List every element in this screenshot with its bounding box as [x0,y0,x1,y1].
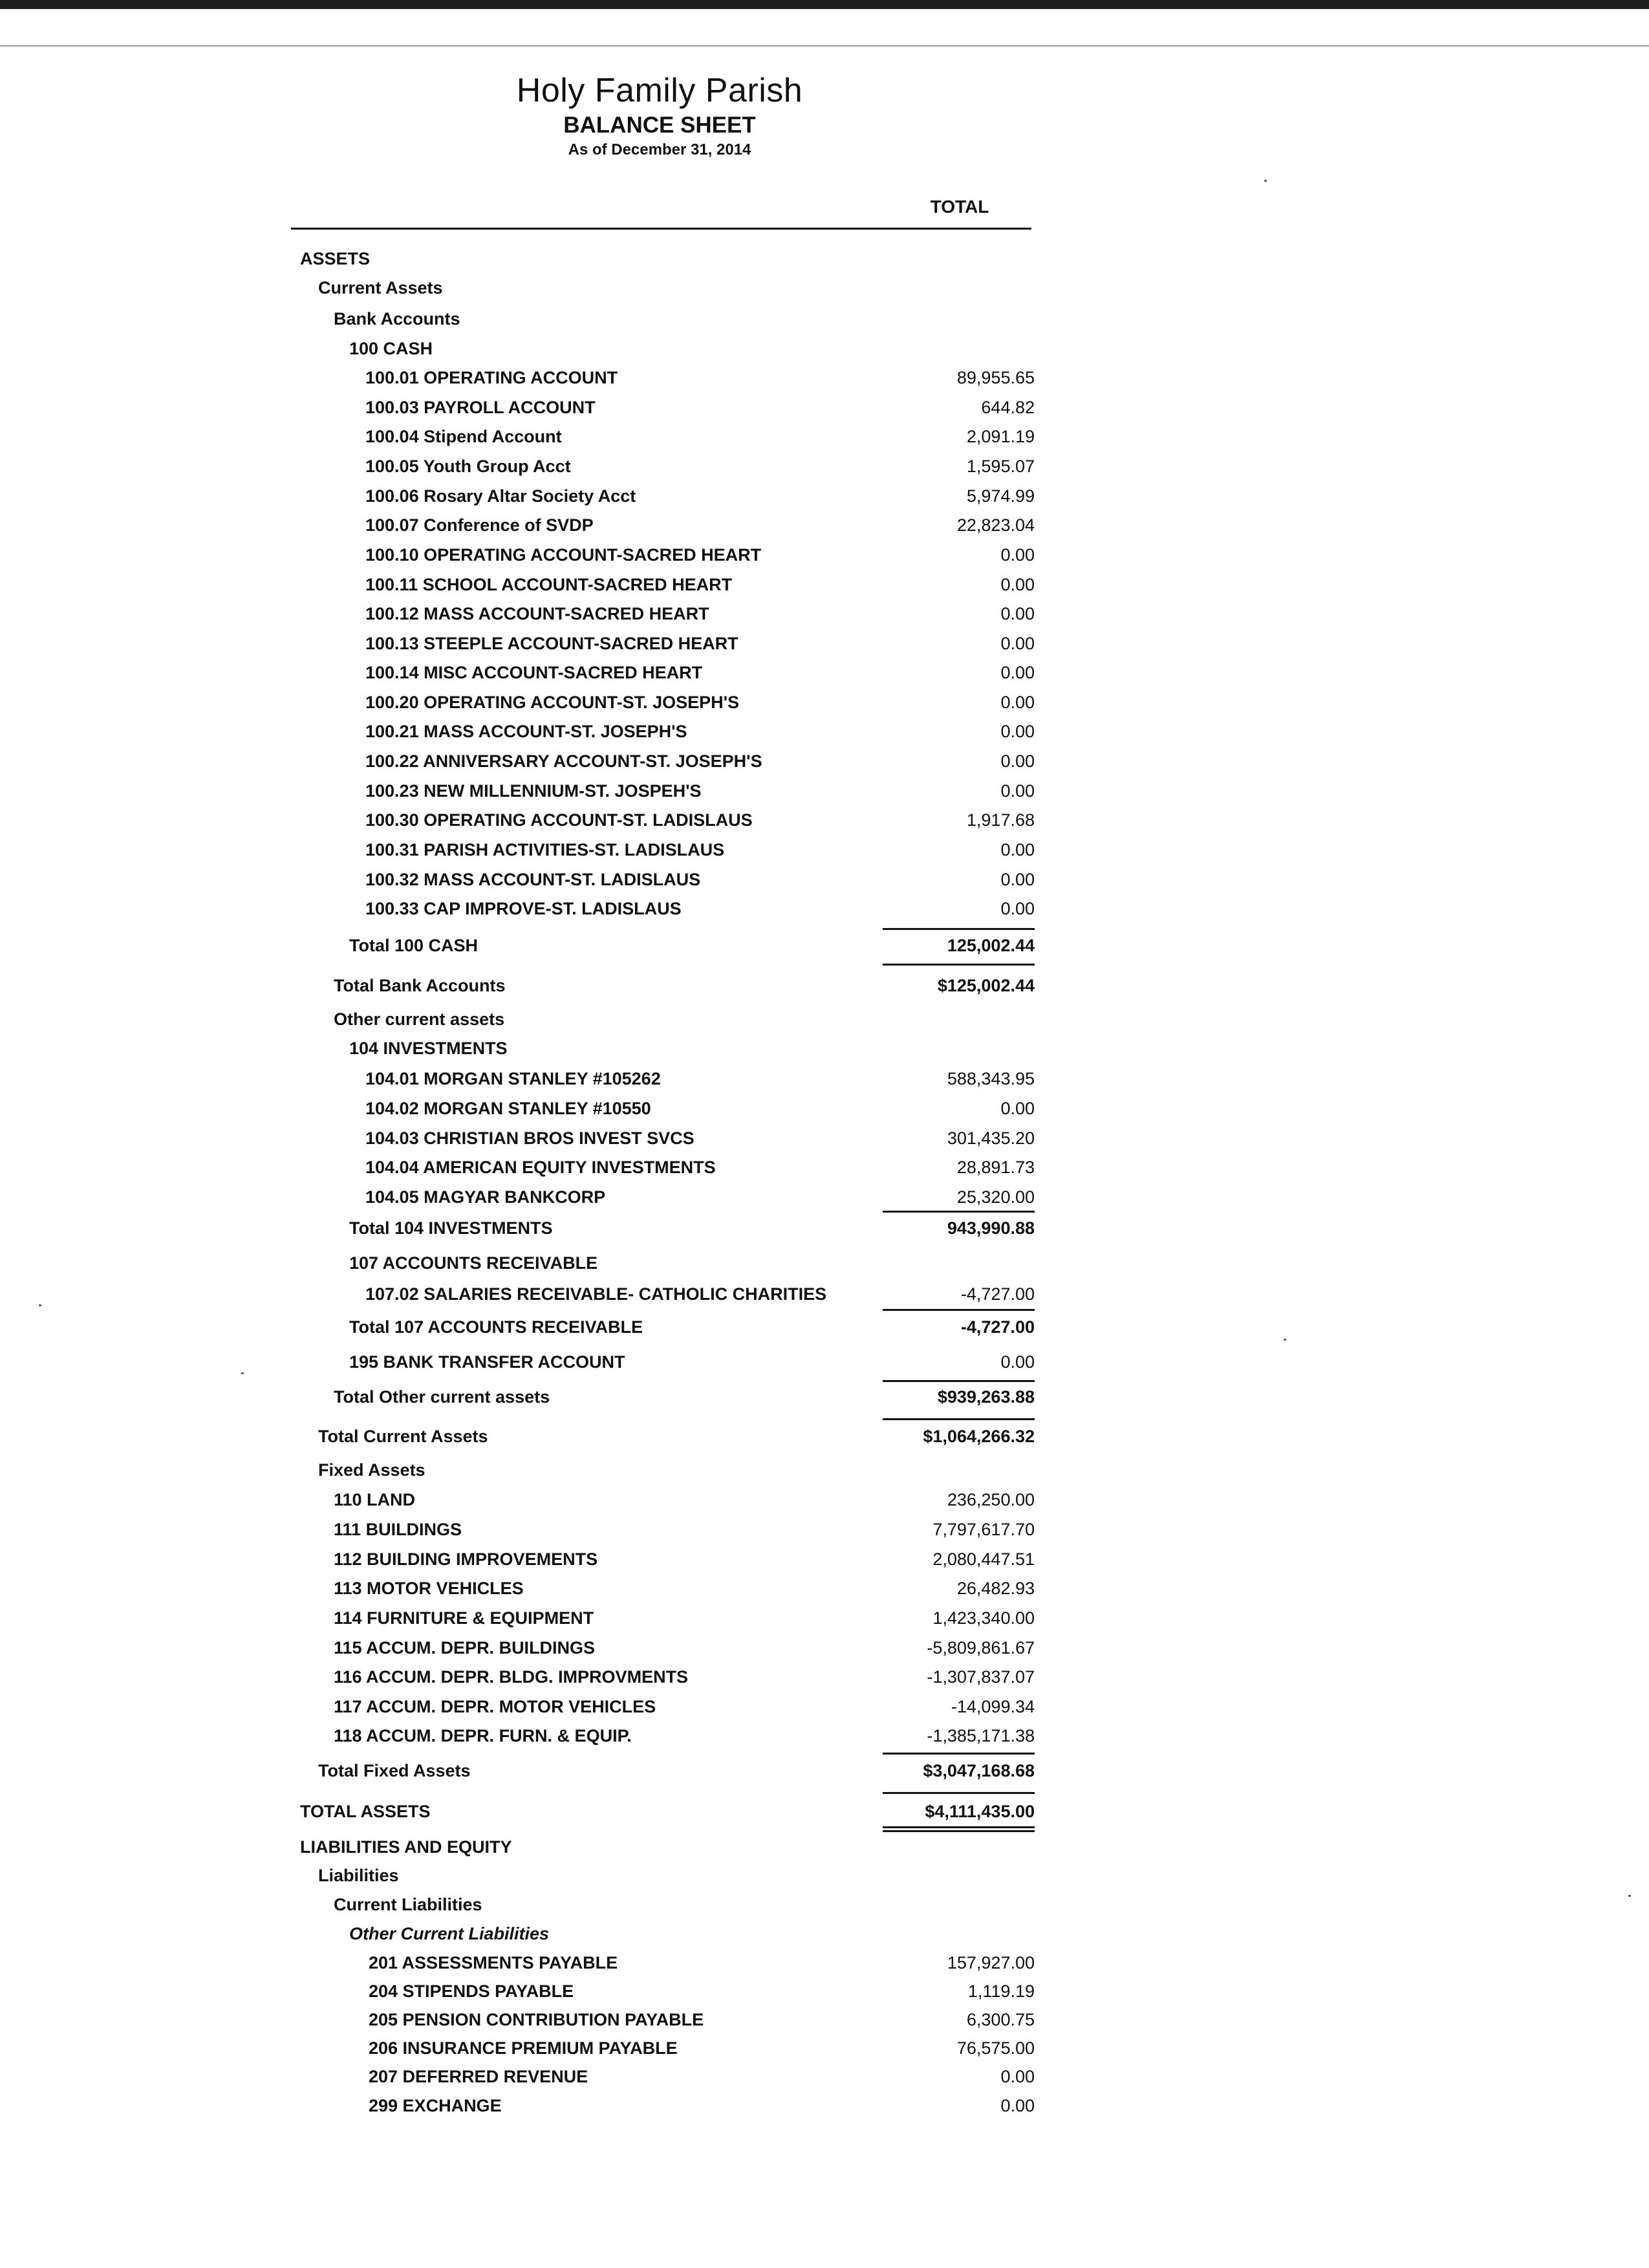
account-row [299,1546,1035,1572]
subtotal-rule [883,1418,1035,1420]
subtotal-rule [883,1753,1035,1755]
row-label: ASSETS [300,249,371,268]
account-row [299,2093,1035,2119]
row-amount: 0.00 [1000,1352,1035,1372]
row-label: 100.21 MASS ACCOUNT-ST. JOSEPH'S [365,722,687,741]
row-amount: 0.00 [1000,751,1035,771]
scan-top-edge [0,0,1649,9]
subtotal-rule [883,1380,1035,1382]
row-amount: 0.00 [1000,870,1035,889]
row-amount: -4,727.00 [960,1284,1035,1304]
section-heading [299,1834,1035,1860]
double-underline-rule [883,1826,1035,1828]
row-amount: 0.00 [1000,604,1035,623]
row-amount: 0.00 [1000,2096,1035,2115]
row-label: 104.05 MAGYAR BANKCORP [365,1187,606,1207]
row-amount: 236,250.00 [947,1490,1035,1509]
row-label: 201 ASSESSMENTS PAYABLE [369,1953,618,1972]
group-heading [299,1863,1035,1888]
report-date: As of December 31, 2014 [568,141,751,158]
row-label: Total Bank Accounts [334,976,506,995]
row-amount: 5,974.99 [966,486,1035,506]
row-amount: $1,064,266.32 [923,1427,1035,1446]
account-row [299,1978,1035,2004]
account-row [299,542,1035,568]
row-amount: 1,917.68 [966,810,1035,830]
row-label: 111 BUILDINGS [334,1520,462,1539]
account-row [299,896,1035,922]
subtotal-rule [883,964,1035,966]
row-label: 100.10 OPERATING ACCOUNT-SACRED HEART [365,545,762,565]
account-row [299,1605,1035,1631]
account-row [299,1517,1035,1542]
subtotal-rule [883,1309,1035,1311]
row-label: 100.23 NEW MILLENNIUM-ST. JOSPEH'S [365,781,702,801]
group-heading [299,1892,1035,1917]
account-row [299,424,1035,449]
row-label: 100.22 ANNIVERSARY ACCOUNT-ST. JOSEPH'S [365,751,762,771]
row-label: 100.05 Youth Group Acct [365,457,571,476]
row-label: 100.06 Rosary Altar Society Acct [365,486,636,506]
row-label: Total 104 INVESTMENTS [349,1218,553,1238]
row-amount: 2,091.19 [966,427,1035,446]
row-amount: $125,002.44 [937,976,1035,995]
account-row [299,1694,1035,1720]
subtotal-row [299,1423,1035,1449]
row-amount: 28,891.73 [956,1158,1035,1177]
subtotal-row [299,933,1035,958]
account-row [299,1950,1035,1976]
account-row [299,778,1035,804]
account-row [299,631,1035,656]
row-label: 100.20 OPERATING ACCOUNT-ST. JOSEPH'S [365,693,740,712]
row-amount: 0.00 [1000,2067,1035,2086]
total-column-header: TOTAL [930,197,989,217]
subtotal-row [299,1215,1035,1241]
account-row [299,748,1035,774]
row-label: 100.13 STEEPLE ACCOUNT-SACRED HEART [365,634,738,653]
account-row [299,1184,1035,1210]
row-amount: 2,080,447.51 [932,1550,1035,1569]
account-row [299,394,1035,420]
row-label: 100.12 MASS ACCOUNT-SACRED HEART [365,604,709,623]
row-amount: 644.82 [981,398,1035,417]
row-label: 100.32 MASS ACCOUNT-ST. LADISLAUS [365,870,701,889]
row-label: 100.30 OPERATING ACCOUNT-ST. LADISLAUS [365,810,753,830]
row-label: Liabilities [318,1866,399,1885]
account-row [299,1281,1035,1307]
row-amount: $4,111,435.00 [925,1802,1035,1821]
subtotal-rule [883,1792,1035,1794]
row-label: 110 LAND [334,1490,416,1509]
row-label: 100.11 SCHOOL ACCOUNT-SACRED HEART [365,575,733,594]
row-label: 206 INSURANCE PREMIUM PAYABLE [369,2038,678,2058]
row-amount: 0.00 [1000,663,1035,682]
row-amount: 1,595.07 [966,457,1035,476]
subtotal-rule [883,928,1035,930]
account-heading [299,1035,1035,1061]
scan-speck [39,1304,41,1306]
row-label: 100.03 PAYROLL ACCOUNT [365,398,596,417]
row-amount: $939,263.88 [937,1387,1035,1407]
row-label: Other current assets [334,1010,505,1029]
account-row [299,453,1035,479]
row-label: TOTAL ASSETS [300,1802,431,1821]
row-amount: 943,990.88 [947,1218,1035,1238]
account-row [299,807,1035,833]
account-row [299,2064,1035,2090]
row-label: Bank Accounts [334,309,460,329]
row-amount: 22,823.04 [956,515,1035,535]
row-label: 118 ACCUM. DEPR. FURN. & EQUIP. [334,1726,632,1745]
row-label: Total Fixed Assets [318,1761,471,1780]
row-label: 115 ACCUM. DEPR. BUILDINGS [334,1638,596,1658]
row-amount: 7,797,617.70 [932,1520,1035,1539]
row-amount: 89,955.65 [956,368,1035,387]
account-heading [299,1349,1035,1375]
row-amount: 25,320.00 [956,1187,1035,1207]
row-label: 113 MOTOR VEHICLES [334,1579,524,1598]
row-amount: 0.00 [1000,840,1035,859]
account-row [299,718,1035,744]
row-label: Total Current Assets [318,1427,488,1446]
row-label: 100.04 Stipend Account [365,427,562,446]
scan-page-edge [0,45,1649,47]
row-label: Current Liabilities [334,1895,482,1914]
row-label: Other Current Liabilities [349,1924,550,1943]
row-amount: 0.00 [1000,899,1035,918]
account-row [299,365,1035,391]
row-label: 205 PENSION CONTRIBUTION PAYABLE [369,2010,704,2029]
row-label: Total Other current assets [334,1387,550,1407]
row-label: 100.33 CAP IMPROVE-ST. LADISLAUS [365,899,682,918]
account-row [299,1066,1035,1092]
row-amount: 157,927.00 [947,1953,1035,1972]
row-amount: 0.00 [1000,693,1035,712]
row-amount: 76,575.00 [956,2038,1035,2058]
row-amount: 0.00 [1000,545,1035,565]
row-label: Fixed Assets [318,1460,426,1480]
account-row [299,483,1035,509]
account-row [299,1096,1035,1121]
account-row [299,2035,1035,2061]
row-amount: 301,435.20 [947,1129,1035,1148]
group-heading [299,1457,1035,1483]
scan-speck [241,1372,244,1374]
subtotal-row [299,1758,1035,1784]
account-row [299,1487,1035,1513]
double-underline-rule [883,1830,1035,1832]
row-amount: 0.00 [1000,781,1035,801]
row-amount: 1,119.19 [967,1982,1035,2001]
account-row [299,689,1035,715]
account-row [299,1635,1035,1661]
row-label: 116 ACCUM. DEPR. BLDG. IMPROVMENTS [334,1667,689,1687]
row-label: 204 STIPENDS PAYABLE [369,1982,574,2001]
row-amount: -4,727.00 [960,1317,1035,1337]
account-row [299,601,1035,627]
row-amount: 0.00 [1000,1099,1035,1118]
account-heading [299,336,1035,362]
scan-speck [1264,180,1267,182]
row-label: Total 107 ACCOUNTS RECEIVABLE [349,1317,643,1337]
row-label: 100.14 MISC ACCOUNT-SACRED HEART [365,663,703,682]
account-row [299,1125,1035,1151]
row-amount: 26,482.93 [956,1579,1035,1598]
group-heading [299,1921,1035,1947]
row-label: 207 DEFERRED REVENUE [369,2067,588,2086]
account-row [299,660,1035,686]
row-label: 299 EXCHANGE [369,2096,502,2115]
subtotal-row [299,1384,1035,1410]
account-row [299,2007,1035,2033]
row-label: 100.01 OPERATING ACCOUNT [365,368,618,387]
report-header [291,70,1028,160]
account-row [299,1723,1035,1749]
row-amount: -1,307,837.07 [927,1667,1035,1687]
row-label: 100.07 Conference of SVDP [365,515,594,535]
row-amount: 588,343.95 [947,1069,1035,1088]
row-amount: 125,002.44 [947,936,1035,955]
row-amount: -1,385,171.38 [927,1726,1035,1745]
row-label: 112 BUILDING IMPROVEMENTS [334,1550,598,1569]
account-row [299,1154,1035,1180]
row-amount: $3,047,168.68 [923,1761,1035,1780]
scan-speck [1628,1895,1631,1897]
row-label: 117 ACCUM. DEPR. MOTOR VEHICLES [334,1697,656,1716]
report-title: BALANCE SHEET [563,113,756,138]
row-amount: -14,099.34 [951,1697,1035,1716]
subtotal-rule [883,1211,1035,1213]
row-amount: 6,300.75 [966,2010,1035,2029]
row-label: 104.02 MORGAN STANLEY #10550 [365,1099,651,1118]
row-label: Total 100 CASH [349,936,479,955]
subtotal-row [299,973,1035,999]
row-label: 100.31 PARISH ACTIVITIES-ST. LADISLAUS [365,840,725,859]
organization-name: Holy Family Parish [516,72,803,109]
row-label: 195 BANK TRANSFER ACCOUNT [349,1352,625,1372]
row-label: 107 ACCOUNTS RECEIVABLE [349,1253,598,1273]
account-row [299,1664,1035,1690]
row-amount: 1,423,340.00 [932,1608,1035,1628]
row-label: 107.02 SALARIES RECEIVABLE- CATHOLIC CHARITIES [365,1284,827,1304]
row-label: Current Assets [318,278,443,297]
account-row [299,867,1035,892]
account-row [299,572,1035,598]
row-label: LIABILITIES AND EQUITY [300,1837,512,1857]
grand-total-row [299,1798,1035,1824]
header-underline [291,228,1031,230]
row-amount: 0.00 [1000,634,1035,653]
row-label: 104.01 MORGAN STANLEY #105262 [365,1069,661,1088]
group-heading [299,1006,1035,1032]
group-heading [299,275,1035,301]
account-row [299,512,1035,538]
row-label: 104 INVESTMENTS [349,1039,508,1058]
row-amount: -5,809,861.67 [927,1638,1035,1658]
account-row [299,1575,1035,1601]
row-label: 104.04 AMERICAN EQUITY INVESTMENTS [365,1158,716,1177]
row-label: 100 CASH [349,339,433,358]
section-heading [299,246,1035,272]
row-amount: 0.00 [1000,575,1035,594]
account-heading [299,1250,1035,1276]
row-label: 114 FURNITURE & EQUIPMENT [334,1608,594,1628]
group-heading [299,306,1035,332]
scan-speck [1284,1339,1286,1341]
row-amount: 0.00 [1000,722,1035,741]
subtotal-row [299,1314,1035,1340]
row-label: 104.03 CHRISTIAN BROS INVEST SVCS [365,1129,695,1148]
account-row [299,837,1035,863]
